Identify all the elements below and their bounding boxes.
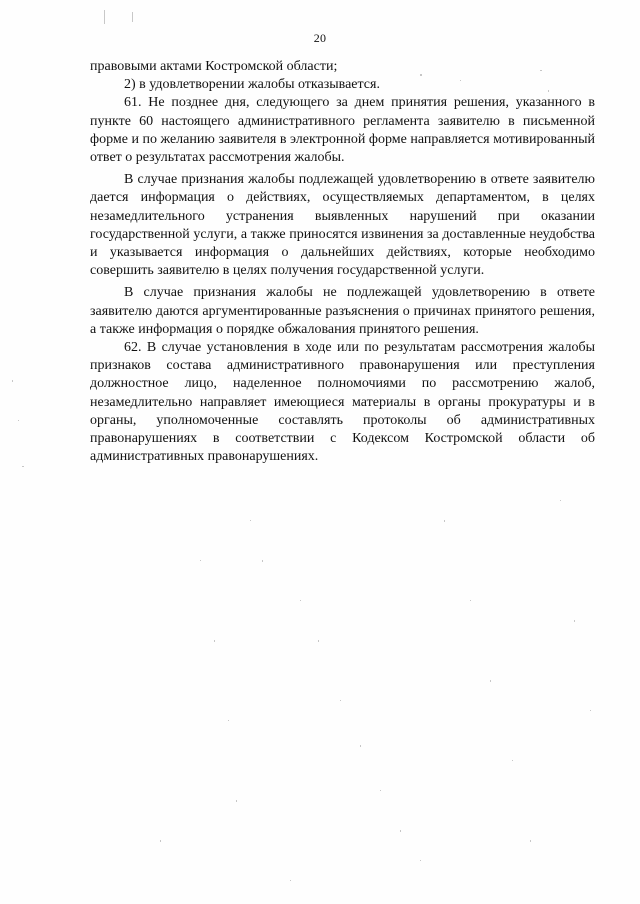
document-body bbox=[90, 58, 595, 466]
paragraph-2: 2) в удовлетворении жалобы отказывается. bbox=[124, 77, 380, 93]
paragraph-5: В случае признания жалобы не подлежащей удовлетворению в ответе заявителю даются аргументированные разъяснения о причинах принятого решения, а также информация о порядке обжалования принятого решения. bbox=[90, 285, 595, 337]
paragraph-3: 61. Не позднее дня, следующего за днем принятия решения, указанного в пункте 60 настоящего административного регламента заявителю в письменной форме и по желанию заявителя в электронной форме направляется мотивированный ответ о результатах рассмотрения жалобы. bbox=[90, 95, 595, 166]
paragraph-4: В случае признания жалобы подлежащей удовлетворению в ответе заявителю дается информация о действиях, осуществляемых департаментом, в целях незамедлительного устранения выявленных нарушений при оказании государственной услуги, а также приносятся извинения за доставленные неудобства и указывается информация о дальнейших действиях, которые необходимо совершить заявителю в целях получения государственной услуги. bbox=[90, 172, 595, 279]
page-number: 20 bbox=[313, 31, 327, 45]
paragraph-6: 62. В случае установления в ходе или по результатам рассмотрения жалобы признаков состава административного правонарушения или преступления должностное лицо, наделенное полномочиями по рассмотрению жалоб, незамедлительно направляет имеющиеся материалы в органы прокуратуры и в органы, уполномоченные составлять протоколы об административных правонарушениях в соответствии с Кодексом Костромской области об административных правонарушениях. bbox=[90, 340, 595, 465]
paragraph-1: правовыми актами Костромской области; bbox=[90, 59, 338, 74]
